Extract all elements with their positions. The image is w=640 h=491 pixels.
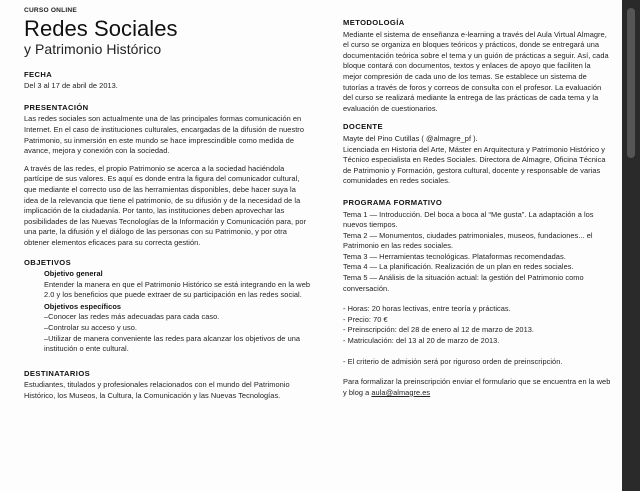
objetivos-especificos-heading: Objetivos específicos bbox=[44, 301, 122, 311]
metodologia-text: Mediante el sistema de enseñanza e-learning a través del Aula Virtual Almagre, el curso se organiza en bloques teóricos y prácticos, donde se entregará una documentación teórica sobre el tema y un guión de prácticas a seguir. Así, cada bloque contará con documentos, textos y enlaces de apoyo que faciliten la mejor compresión de cada uno de los temas. Se establece un sistema de tutorías a través de foros y correos de consulta con el profesor. La evaluación del curso se realizará mediante la entrega de las prácticas de cada tema y la evaluación de cuestionarios. bbox=[343, 29, 609, 113]
list-item: Tema 2 — Monumentos, ciudades patrimoniales, museos, fundaciones... el Patrimonio en las redes sociales. bbox=[343, 230, 593, 251]
email-link[interactable]: aula@almagre.es bbox=[371, 387, 431, 397]
list-item: Tema 5 — Análisis de la situación actual: la gestión del Patrimonio como conversación. bbox=[343, 273, 584, 293]
info-list bbox=[343, 304, 611, 346]
presentacion-paragraph-2: A través de las redes, el propio Patrimonio se acerca a la sociedad haciéndola partícipe de sus valores. Es aquí es donde entra la figura del comunicador cultural, que mediante el correcto uso de las herramientas disponibles, debe hacer suya la idea de la relevancia que tiene el patrimonio, de su difusión y de la necesidad de la implicación de la ciudadanía. Por tanto, las instituciones deben aprovechar las posibilidades de las Nuevas Tecnologías de la Información y Comunicación para, por una parte, la difusión y el diálogo de las personas con su Patrimonio, y por otra obtener elementos eficaces para su correcta gestión. bbox=[24, 163, 307, 247]
list-item: - Precio: 70 € bbox=[343, 314, 388, 324]
left-column bbox=[24, 0, 310, 409]
objetivos-especificos-list bbox=[24, 312, 310, 354]
list-item: –Controlar su acceso y uso. bbox=[44, 323, 137, 333]
scrollbar-thumb[interactable] bbox=[627, 8, 635, 158]
list-item: Tema 3 — Herramientas tecnológicas. Plataformas recomendadas. bbox=[343, 251, 566, 261]
programa-heading: PROGRAMA FORMATIVO bbox=[343, 197, 443, 207]
objetivo-general-heading: Objetivo general bbox=[44, 269, 103, 279]
right-column bbox=[343, 0, 611, 398]
docente-name: Mayte del Pino Cutillas ( @almagre_pf ). bbox=[343, 133, 478, 143]
formalizar-text: Para formalizar la preinscripción enviar el formulario que se encuentra en la web y blog a bbox=[343, 377, 611, 397]
fecha-text: Del 3 al 17 de abril de 2013. bbox=[24, 81, 118, 91]
list-item: –Utilizar de manera conveniente las redes para alcanzar los objetivos de una institución o ente cultural. bbox=[44, 333, 301, 354]
destinatarios-heading: DESTINATARIOS bbox=[24, 368, 91, 378]
temas-list bbox=[343, 210, 611, 295]
list-item: - Preinscripción: del 28 de enero al 12 de marzo de 2013. bbox=[343, 325, 535, 335]
list-item: Tema 1 — Introducción. Del boca a boca al “Me gusta”. La adaptación a los nuevos tiempos. bbox=[343, 209, 594, 230]
formalizar-paragraph bbox=[343, 377, 611, 398]
presentacion-paragraph-1: Las redes sociales son actualmente una de las principales formas comunicación en Internet. En el caso de instituciones culturales, encargadas de la difusión de nuestro Patrimonio, su inmersión en este mundo se hace imprescindible como medida de avance, mejora y conexión con la sociedad. bbox=[24, 114, 304, 156]
criterio-text: - El criterio de admisión será por riguroso orden de preinscripción. bbox=[343, 356, 563, 366]
list-item: Tema 4 — La planificación. Realización de un plan en redes sociales. bbox=[343, 262, 574, 272]
list-item: - Horas: 20 horas lectivas, entre teoría y prácticas. bbox=[343, 304, 511, 314]
objetivo-general-text: Entender la manera en que el Patrimonio Histórico se está integrando en la web 2.0 y los beneficios que puede extraer de su participación en las redes social. bbox=[44, 279, 311, 300]
scrollbar[interactable] bbox=[622, 0, 640, 491]
metodologia-heading: METODOLOGÍA bbox=[343, 18, 405, 27]
objetivos-heading: OBJETIVOS bbox=[24, 257, 72, 267]
destinatarios-text: Estudiantes, titulados y profesionales relacionados con el mundo del Patrimonio Histórico, los Museos, la Cultura, la Comunicación y las Nuevas Tecnologías. bbox=[24, 380, 290, 401]
docente-heading: DOCENTE bbox=[343, 122, 383, 132]
list-item: - Matriculación: del 13 al 20 de marzo de 2013. bbox=[343, 336, 500, 346]
fecha-heading: FECHA bbox=[24, 69, 53, 79]
page-subtitle: y Patrimonio Histórico bbox=[24, 40, 162, 57]
presentacion-heading: PRESENTACIÓN bbox=[24, 102, 89, 112]
list-item: –Conocer las redes más adecuadas para cada caso. bbox=[44, 312, 220, 322]
docente-bio: Licenciada en Historia del Arte, Máster en Arquitectura y Patrimonio Histórico y Técnico especialista en Redes Sociales. Directora de Almagre, Oficina Técnica de Patrimonio y Formación, gestora cultural, docente y responsable de varias comunidades en redes sociales. bbox=[343, 144, 606, 186]
page-title: Redes Sociales bbox=[24, 15, 178, 41]
course-kicker: CURSO ONLINE bbox=[24, 7, 77, 14]
